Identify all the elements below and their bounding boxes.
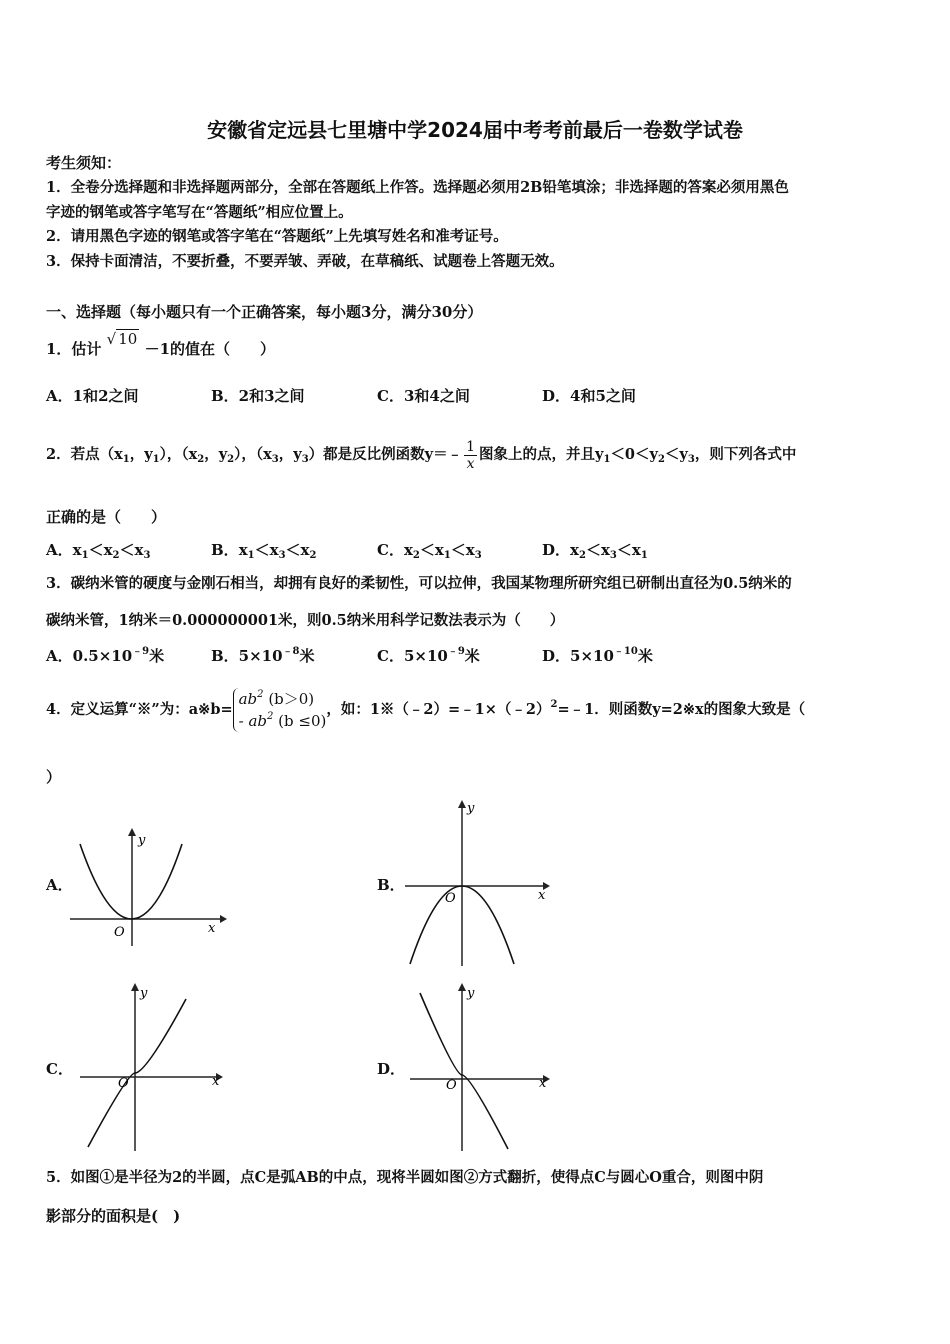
y-axis-arrow — [131, 983, 139, 991]
notice-line-1b: 字迹的钢笔或答字笔写在“答题纸”相应位置上。 — [46, 204, 353, 221]
graph-option-b — [405, 798, 565, 970]
q1-suffix: －1的值在（ ） — [144, 340, 276, 358]
q1-prefix: 1．估计 — [46, 340, 102, 358]
graph-option-a — [70, 828, 230, 948]
q2-option-c: C．$x_2<x_1<x_3$ — [377, 541, 482, 561]
q3-line-2: 碳纳米管，1纳米＝0.000000001米，则0.5纳米用科学记数法表示为（ ） — [46, 612, 565, 629]
origin-label: O — [445, 891, 456, 906]
q3-line-1: 3．碳纳米管的硬度与金刚石相当，却拥有良好的柔韧性，可以拉伸，我国某物理所研究组已研制出直径为0.5纳米的 — [46, 575, 792, 592]
q4-option-c-label: C． — [46, 1060, 73, 1078]
q3-option-a: A．$0.5\times 10^{﹣9}$米 — [46, 646, 165, 665]
notice-line-2: 2．请用黑色字迹的钢笔或答字笔在“答题纸”上先填写姓名和准考证号。 — [46, 228, 508, 245]
y-label: y — [140, 986, 148, 1001]
y-axis-arrow — [458, 983, 466, 991]
origin-label: O — [446, 1078, 457, 1093]
sqrt-expression: √ 10 — [106, 330, 138, 348]
question-2: 2．若点（$x_1$，$y_1$），（$x_2$，$y_2$），（$x_3$，$y_3$）都是反比例函数y＝﹣ $\frac{1}{x}$ 图象上的点，并且$y_1<0<y_2<y_3$，则下列各式中 — [46, 438, 797, 472]
q3-option-c: C．$5\times 10^{﹣9}$米 — [377, 646, 480, 665]
y-axis-arrow — [128, 828, 136, 836]
x-axis-arrow — [220, 915, 227, 923]
q3-option-d: D．$5\times 10^{﹣10}$米 — [542, 646, 653, 665]
y-label: y — [467, 986, 475, 1001]
y-label: y — [467, 801, 475, 816]
q5-line-1: 5．如图①是半径为2的半圆，点C是弧AB的中点，现将半圆如图②方式翻折，使得点C与圆心O重合，则图中阴 — [46, 1169, 764, 1186]
curve — [420, 993, 508, 1149]
q2-option-d: D．$x_2<x_3<x_1$ — [542, 541, 648, 561]
q1-option-b: B．2和3之间 — [211, 387, 305, 405]
page-title: 安徽省定远县七里塘中学2024届中考考前最后一卷数学试卷 — [207, 118, 743, 142]
q2-option-a: A．$x_1<x_2<x_3$ — [46, 541, 151, 561]
graph-option-d — [410, 983, 570, 1153]
notice-heading: 考生须知： — [46, 154, 122, 172]
y-axis-arrow — [458, 800, 466, 808]
question-1 — [46, 330, 276, 358]
section-heading: 一、选择题（每小题只有一个正确答案，每小题3分，满分30分） — [46, 303, 483, 321]
question-4: 4．定义运算“※”为：$a※b=ab^2$ (b＞0) - $ab^2$ (b ≤0)，如：1※（﹣2）=﹣1×（﹣2）$^2$=﹣1．则函数y=2※x的图象大致是（ — [46, 689, 806, 730]
curve — [80, 844, 182, 919]
piecewise-definition: $ab^2$ (b＞0) - $ab^2$ (b ≤0) — [233, 688, 327, 732]
origin-label: O — [118, 1076, 129, 1091]
q1-option-c: C．3和4之间 — [377, 387, 470, 405]
q2-line-2: 正确的是（ ） — [46, 508, 167, 526]
fraction-denominator: x — [466, 455, 475, 472]
x-label: x — [212, 1074, 220, 1089]
curve — [88, 999, 186, 1147]
q2-option-b: B．$x_1<x_3<x_2$ — [211, 541, 317, 561]
fraction-numerator: 1 — [466, 438, 476, 455]
notice-line-1a: 1．全卷分选择题和非选择题两部分，全部在答题纸上作答。选择题必须用2B铅笔填涂；非选择题的答案必须用黑色 — [46, 179, 789, 196]
y-label: y — [138, 833, 146, 848]
q3-option-b: B．$5\times 10^{﹣8}$米 — [211, 646, 315, 665]
x-label: x — [539, 1076, 547, 1091]
sqrt-radicand: 10 — [118, 330, 138, 348]
q1-option-d: D．4和5之间 — [542, 387, 636, 405]
x-label: x — [208, 921, 216, 936]
q4-option-b-label: B． — [377, 876, 405, 894]
x-label: x — [538, 888, 546, 903]
q5-line-2: 影部分的面积是( ) — [46, 1207, 181, 1225]
origin-label: O — [114, 925, 125, 940]
q4-option-d-label: D． — [377, 1060, 406, 1078]
notice-line-3: 3．保持卡面清洁，不要折叠，不要弄皱、弄破，在草稿纸、试题卷上答题无效。 — [46, 253, 564, 270]
q1-option-a: A．1和2之间 — [46, 387, 139, 405]
q4-line-2: ） — [46, 768, 62, 786]
q4-option-a-label: A． — [46, 876, 73, 894]
fraction — [464, 439, 477, 472]
graph-option-c — [80, 983, 240, 1153]
